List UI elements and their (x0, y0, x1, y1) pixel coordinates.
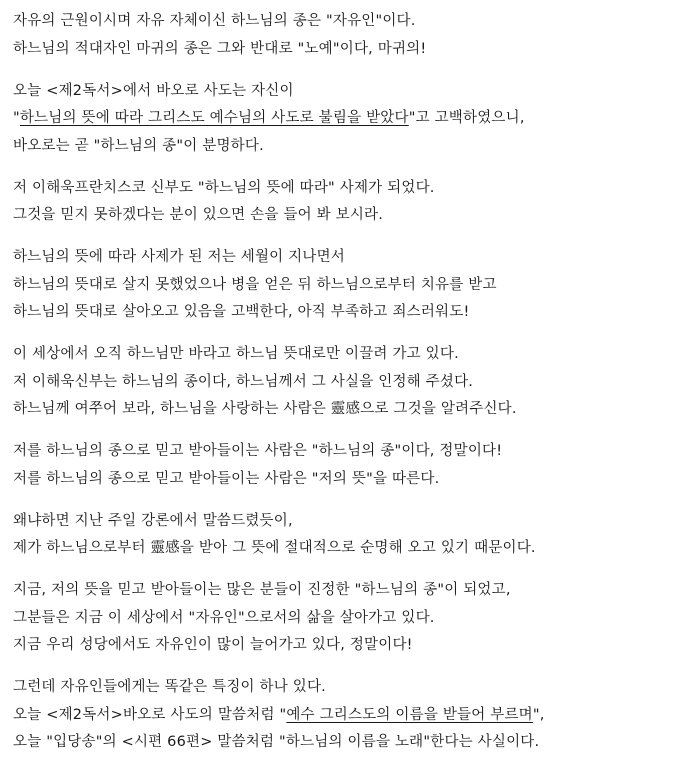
text-segment: 이 세상에서 오직 하느님만 바라고 하느님 뜻대로만 이끌려 가고 있다. (13, 346, 459, 362)
text-segment: 그분들은 지금 이 세상에서 "자유인"으로서의 삶을 살아가고 있다. (13, 609, 435, 626)
text-segment: 왜냐하면 지난 주일 강론에서 말씀드렸듯이, (13, 512, 293, 529)
text-line (13, 605, 693, 633)
text-line (13, 632, 693, 660)
underlined-text: 예수 그리스도의 이름을 받들어 부르며 (286, 706, 533, 723)
paragraph (13, 577, 693, 660)
text-line (13, 299, 693, 327)
text-segment: 지금 우리 성당에서도 자유인이 많이 늘어가고 있다, 정말이다! (13, 637, 413, 653)
paragraph (13, 438, 693, 493)
text-line (13, 396, 693, 424)
text-line (13, 78, 693, 106)
text-segment: 저 이해욱신부는 하느님의 종이다, 하느님께서 그 사실을 인정해 주셨다. (13, 373, 474, 390)
text-segment: 그것을 믿지 못하겠다는 분이 있으면 손을 들어 봐 보시라. (13, 207, 384, 223)
paragraph (13, 78, 693, 161)
paragraph (13, 175, 693, 230)
text-segment: 하느님의 뜻대로 살지 못했었으나 병을 얻은 뒤 하느님으로부터 치유를 받고 (13, 276, 497, 293)
text-line (13, 508, 693, 536)
underlined-text: 하느님의 뜻에 따라 그리스도 예수님의 사도로 불림을 받았다 (19, 110, 409, 126)
text-line (13, 105, 693, 133)
text-segment: 그런데 자유인들에게는 똑같은 특징이 하나 있다. (13, 679, 326, 695)
text-segment: 오늘 <제2독서>바오로 사도의 말씀처럼 " (13, 706, 287, 723)
text-line (13, 438, 693, 466)
text-line (13, 244, 693, 272)
text-segment: ", (532, 706, 545, 723)
text-segment: 저를 하느님의 종으로 믿고 받아들이는 사람은 "저의 뜻"을 따른다. (13, 470, 440, 487)
paragraph (13, 341, 693, 424)
paragraph (13, 508, 693, 563)
text-line (13, 535, 693, 563)
text-segment: 저를 하느님의 종으로 믿고 받아들이는 사람은 "하느님의 종"이다, 정말이다! (13, 443, 503, 459)
text-segment: 지금, 저의 뜻을 믿고 받아들이는 많은 분들이 진정한 "하느님의 종"이 되었고, (13, 582, 511, 598)
text-segment: 하느님의 뜻에 따라 사제가 된 저는 세월이 지나면서 (13, 249, 346, 265)
document-body (13, 8, 693, 771)
text-line (13, 202, 693, 230)
text-segment: " (13, 110, 20, 126)
text-segment: 하느님의 뜻대로 살아오고 있음을 고백한다, 아직 부족하고 죄스러워도! (13, 304, 470, 320)
text-segment: 오늘 "입당송"의 <시편 66편> 말씀처럼 "하느님의 이름을 노래"한다는 사실이다. (13, 734, 540, 750)
paragraph (13, 8, 693, 63)
text-line (13, 133, 693, 161)
text-line (13, 702, 693, 730)
text-line (13, 272, 693, 300)
text-segment: 제가 하느님으로부터 靈感을 받아 그 뜻에 절대적으로 순명해 오고 있기 때문이다. (13, 540, 536, 556)
text-line (13, 466, 693, 494)
paragraph (13, 674, 693, 757)
text-line (13, 8, 693, 36)
text-segment: 오늘 <제2독서>에서 바오로 사도는 자신이 (13, 82, 294, 99)
text-segment: 하느님께 여쭈어 보라, 하느님을 사랑하는 사람은 靈感으로 그것을 알려주신다. (13, 401, 517, 417)
text-segment: 바오로는 곧 "하느님의 종"이 분명하다. (13, 137, 264, 154)
text-line (13, 369, 693, 397)
text-segment: 저 이해욱프란치스코 신부도 "하느님의 뜻에 따라" 사제가 되었다. (13, 179, 435, 196)
text-line (13, 674, 693, 702)
text-line (13, 175, 693, 203)
text-segment: "고 고백하였으니, (408, 110, 525, 126)
text-line (13, 729, 693, 757)
text-line (13, 36, 693, 64)
text-line (13, 577, 693, 605)
paragraph (13, 244, 693, 327)
text-segment: 하느님의 적대자인 마귀의 종은 그와 반대로 "노예"이다, 마귀의! (13, 40, 427, 57)
text-segment: 자유의 근원이시며 자유 자체이신 하느님의 종은 "자유인"이다. (13, 13, 416, 29)
text-line (13, 341, 693, 369)
